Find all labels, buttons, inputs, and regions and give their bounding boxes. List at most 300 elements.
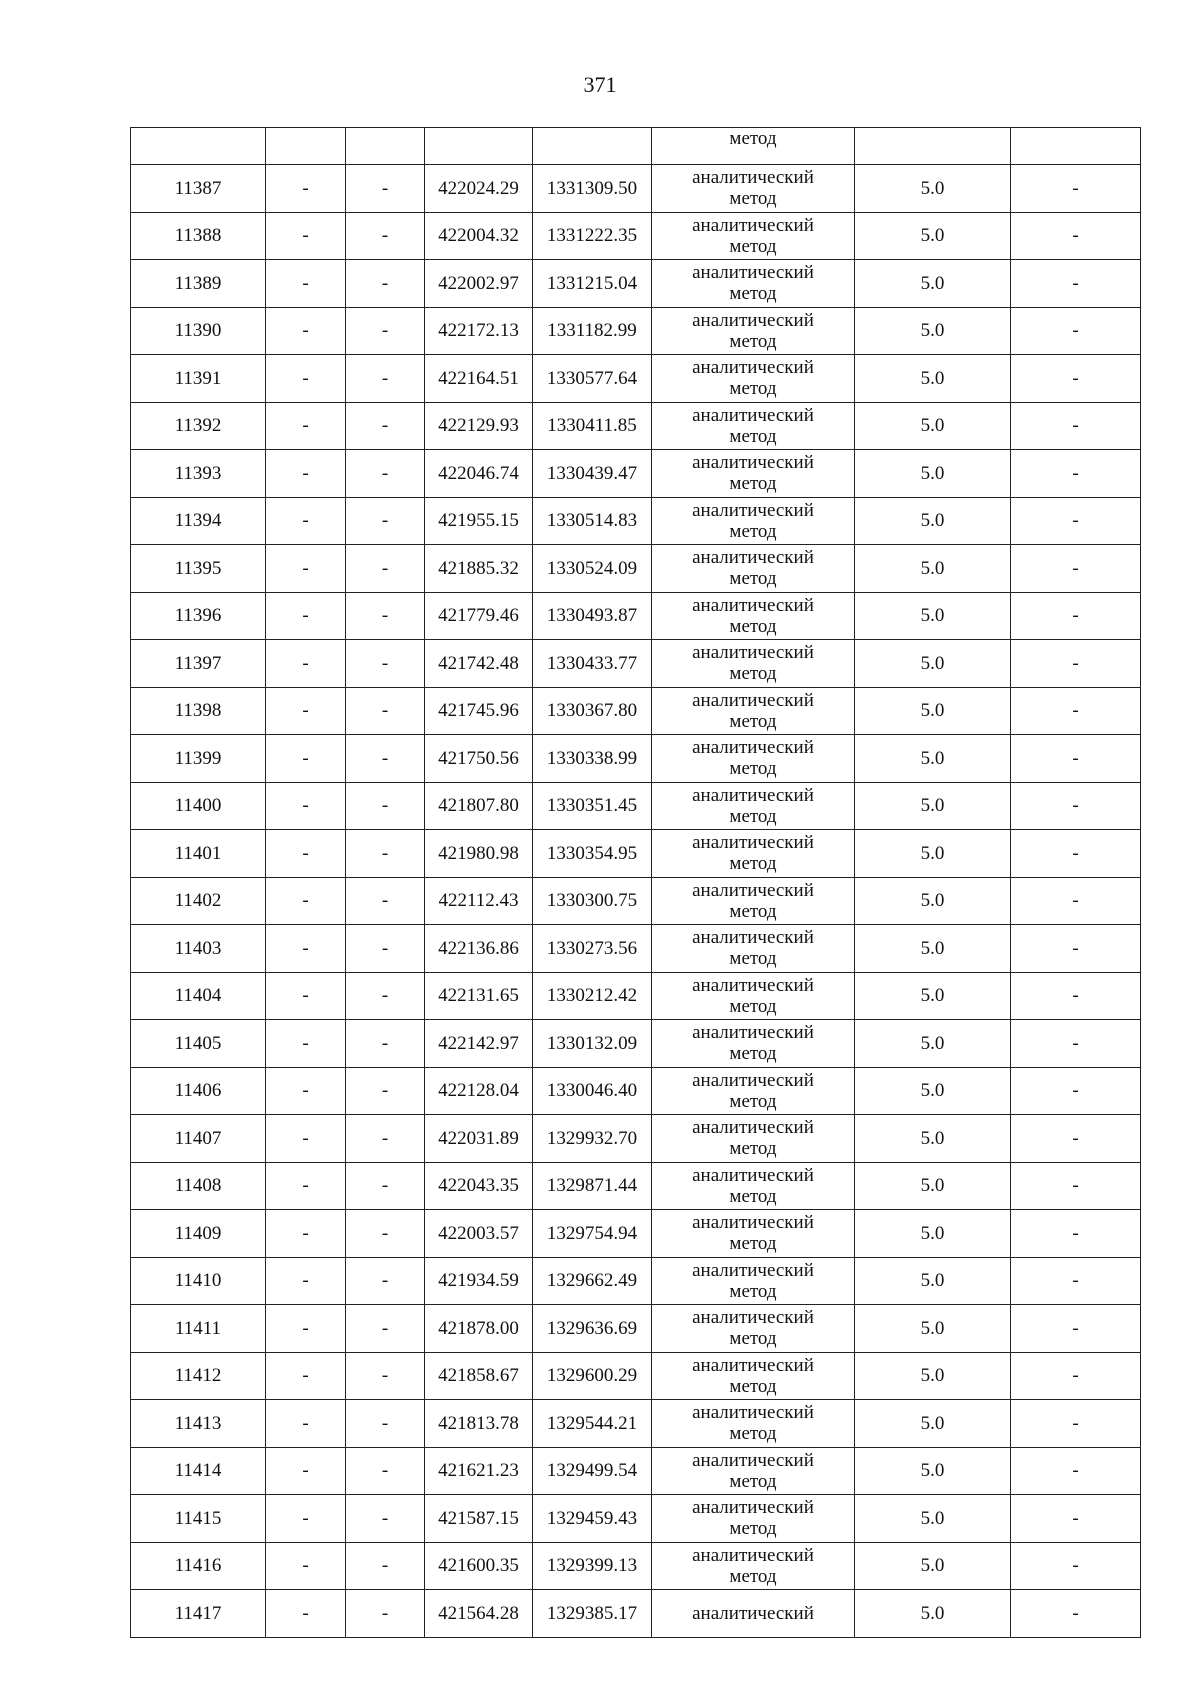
x-coordinate-cell: 422164.51 — [425, 355, 533, 403]
method-line-2: метод — [729, 1518, 777, 1540]
accuracy-cell: 5.0 — [855, 497, 1011, 545]
method-line-1: аналитический — [692, 879, 814, 901]
y-coordinate-cell: 1329385.17 — [533, 1590, 652, 1638]
coordinates-table — [130, 127, 1141, 1638]
method-line-1: аналитический — [692, 357, 814, 379]
x-coordinate-cell: 421621.23 — [425, 1447, 533, 1495]
y-coordinate-cell: 1330411.85 — [533, 402, 652, 450]
y-coordinate-cell: 1329636.69 — [533, 1305, 652, 1353]
table-row — [131, 1400, 1141, 1448]
accuracy-cell: 5.0 — [855, 782, 1011, 830]
point-number-cell: 11408 — [131, 1162, 266, 1210]
method-cell — [652, 735, 855, 783]
table-cell — [131, 128, 266, 165]
x-coordinate-cell: 421600.35 — [425, 1542, 533, 1590]
dash-cell: - — [266, 1400, 346, 1448]
point-number-cell: 11395 — [131, 545, 266, 593]
x-coordinate-cell: 422128.04 — [425, 1067, 533, 1115]
accuracy-cell: 5.0 — [855, 1115, 1011, 1163]
table-row — [131, 212, 1141, 260]
x-coordinate-cell: 422002.97 — [425, 260, 533, 308]
y-coordinate-cell: 1329662.49 — [533, 1257, 652, 1305]
dash-cell: - — [266, 212, 346, 260]
accuracy-cell: 5.0 — [855, 1067, 1011, 1115]
accuracy-cell: 5.0 — [855, 1590, 1011, 1638]
dash-cell: - — [266, 1495, 346, 1543]
dash-cell: - — [346, 1115, 425, 1163]
method-line-1: аналитический — [692, 1497, 814, 1519]
accuracy-cell: 5.0 — [855, 260, 1011, 308]
note-cell: - — [1011, 450, 1141, 498]
note-cell: - — [1011, 972, 1141, 1020]
note-cell: - — [1011, 260, 1141, 308]
method-cell — [652, 1542, 855, 1590]
method-line-1: аналитический — [692, 547, 814, 569]
method-line-2: метод — [729, 378, 777, 400]
method-cell — [652, 355, 855, 403]
point-number-cell: 11411 — [131, 1305, 266, 1353]
note-cell: - — [1011, 782, 1141, 830]
continuation-row — [131, 128, 1141, 165]
table-row — [131, 735, 1141, 783]
method-line-2: метод — [729, 1185, 777, 1207]
note-cell: - — [1011, 355, 1141, 403]
note-cell: - — [1011, 545, 1141, 593]
accuracy-cell: 5.0 — [855, 1447, 1011, 1495]
table-cell — [266, 128, 346, 165]
table-cell — [346, 128, 425, 165]
note-cell: - — [1011, 687, 1141, 735]
accuracy-cell: 5.0 — [855, 592, 1011, 640]
x-coordinate-cell: 422004.32 — [425, 212, 533, 260]
y-coordinate-cell: 1330300.75 — [533, 877, 652, 925]
dash-cell: - — [266, 592, 346, 640]
dash-cell: - — [266, 782, 346, 830]
x-coordinate-cell: 421980.98 — [425, 830, 533, 878]
dash-cell: - — [266, 1305, 346, 1353]
table-row — [131, 355, 1141, 403]
method-line-1: аналитический — [692, 309, 814, 331]
accuracy-cell: 5.0 — [855, 402, 1011, 450]
method-line-1: аналитический — [692, 262, 814, 284]
point-number-cell: 11398 — [131, 687, 266, 735]
method-line-2: метод — [729, 568, 777, 590]
dash-cell: - — [346, 640, 425, 688]
method-cell — [652, 450, 855, 498]
dash-cell: - — [266, 1210, 346, 1258]
note-cell: - — [1011, 212, 1141, 260]
y-coordinate-cell: 1330514.83 — [533, 497, 652, 545]
point-number-cell: 11402 — [131, 877, 266, 925]
accuracy-cell: 5.0 — [855, 165, 1011, 213]
x-coordinate-cell: 421813.78 — [425, 1400, 533, 1448]
method-line-2: метод — [729, 1090, 777, 1112]
table-cell — [533, 128, 652, 165]
method-line-1: аналитический — [692, 1354, 814, 1376]
x-coordinate-cell: 422129.93 — [425, 402, 533, 450]
table-row — [131, 497, 1141, 545]
dash-cell: - — [266, 830, 346, 878]
point-number-cell: 11390 — [131, 307, 266, 355]
point-number-cell: 11416 — [131, 1542, 266, 1590]
method-cell — [652, 1115, 855, 1163]
y-coordinate-cell: 1331309.50 — [533, 165, 652, 213]
table-row — [131, 1447, 1141, 1495]
y-coordinate-cell: 1330577.64 — [533, 355, 652, 403]
table-cell — [855, 128, 1011, 165]
dash-cell: - — [266, 1352, 346, 1400]
method-line-1: аналитический — [692, 927, 814, 949]
dash-cell: - — [346, 1257, 425, 1305]
y-coordinate-cell: 1329544.21 — [533, 1400, 652, 1448]
note-cell: - — [1011, 1020, 1141, 1068]
y-coordinate-cell: 1329932.70 — [533, 1115, 652, 1163]
method-line-1: аналитический — [692, 1307, 814, 1329]
table-row — [131, 830, 1141, 878]
method-cell — [652, 972, 855, 1020]
method-line-1: аналитический — [692, 1164, 814, 1186]
x-coordinate-cell: 421934.59 — [425, 1257, 533, 1305]
table-row — [131, 1115, 1141, 1163]
accuracy-cell: 5.0 — [855, 307, 1011, 355]
note-cell: - — [1011, 1400, 1141, 1448]
method-line-2: метод — [729, 1470, 777, 1492]
dash-cell: - — [346, 545, 425, 593]
table-row — [131, 260, 1141, 308]
dash-cell: - — [346, 1162, 425, 1210]
method-line-1: аналитический — [692, 1212, 814, 1234]
table-row — [131, 925, 1141, 973]
method-line-2: метод — [729, 853, 777, 875]
y-coordinate-cell: 1330367.80 — [533, 687, 652, 735]
point-number-cell: 11396 — [131, 592, 266, 640]
note-cell: - — [1011, 1352, 1141, 1400]
dash-cell: - — [346, 212, 425, 260]
method-line-2: метод — [729, 473, 777, 495]
table-row — [131, 687, 1141, 735]
y-coordinate-cell: 1329499.54 — [533, 1447, 652, 1495]
table-row — [131, 782, 1141, 830]
note-cell: - — [1011, 925, 1141, 973]
dash-cell: - — [346, 1542, 425, 1590]
point-number-cell: 11394 — [131, 497, 266, 545]
dash-cell: - — [346, 1067, 425, 1115]
y-coordinate-cell: 1330354.95 — [533, 830, 652, 878]
table-row — [131, 1305, 1141, 1353]
point-number-cell: 11387 — [131, 165, 266, 213]
dash-cell: - — [346, 925, 425, 973]
accuracy-cell: 5.0 — [855, 877, 1011, 925]
method-cell — [652, 1447, 855, 1495]
dash-cell: - — [266, 1020, 346, 1068]
method-line-1: аналитический — [692, 737, 814, 759]
point-number-cell: 11399 — [131, 735, 266, 783]
method-cell — [652, 1590, 855, 1638]
dash-cell: - — [346, 877, 425, 925]
accuracy-cell: 5.0 — [855, 1400, 1011, 1448]
method-line-2: метод — [729, 758, 777, 780]
method-cell — [652, 877, 855, 925]
method-line-2: метод — [729, 900, 777, 922]
point-number-cell: 11412 — [131, 1352, 266, 1400]
note-cell: - — [1011, 1542, 1141, 1590]
accuracy-cell: 5.0 — [855, 1542, 1011, 1590]
y-coordinate-cell: 1329871.44 — [533, 1162, 652, 1210]
dash-cell: - — [266, 735, 346, 783]
note-cell: - — [1011, 640, 1141, 688]
x-coordinate-cell: 422003.57 — [425, 1210, 533, 1258]
note-cell: - — [1011, 1590, 1141, 1638]
y-coordinate-cell: 1330433.77 — [533, 640, 652, 688]
dash-cell: - — [266, 972, 346, 1020]
table-body — [131, 128, 1141, 1638]
table-row — [131, 1162, 1141, 1210]
x-coordinate-cell: 421955.15 — [425, 497, 533, 545]
method-line-2: метод — [729, 710, 777, 732]
note-cell: - — [1011, 402, 1141, 450]
table-row — [131, 640, 1141, 688]
x-coordinate-cell: 421807.80 — [425, 782, 533, 830]
method-line-1: аналитический — [692, 1022, 814, 1044]
accuracy-cell: 5.0 — [855, 830, 1011, 878]
method-cell — [652, 402, 855, 450]
method-line-1: аналитический — [692, 499, 814, 521]
point-number-cell: 11401 — [131, 830, 266, 878]
method-line-1: аналитический — [692, 1602, 814, 1624]
dash-cell: - — [266, 640, 346, 688]
method-line-1: аналитический — [692, 974, 814, 996]
point-number-cell: 11391 — [131, 355, 266, 403]
method-cell — [652, 830, 855, 878]
dash-cell: - — [346, 1305, 425, 1353]
method-cell — [652, 592, 855, 640]
y-coordinate-cell: 1330212.42 — [533, 972, 652, 1020]
dash-cell: - — [346, 165, 425, 213]
dash-cell: - — [266, 355, 346, 403]
method-line-2: метод — [729, 283, 777, 305]
x-coordinate-cell: 422112.43 — [425, 877, 533, 925]
dash-cell: - — [346, 782, 425, 830]
table-row — [131, 1590, 1141, 1638]
x-coordinate-cell: 421742.48 — [425, 640, 533, 688]
y-coordinate-cell: 1329754.94 — [533, 1210, 652, 1258]
note-cell: - — [1011, 1115, 1141, 1163]
method-line-1: аналитический — [692, 1069, 814, 1091]
y-coordinate-cell: 1331182.99 — [533, 307, 652, 355]
y-coordinate-cell: 1330439.47 — [533, 450, 652, 498]
method-line-2: метод — [729, 995, 777, 1017]
table-row — [131, 1542, 1141, 1590]
accuracy-cell: 5.0 — [855, 1257, 1011, 1305]
page-number: 371 — [583, 72, 617, 97]
point-number-cell: 11388 — [131, 212, 266, 260]
table-cell — [425, 128, 533, 165]
dash-cell: - — [346, 450, 425, 498]
dash-cell: - — [346, 830, 425, 878]
method-line-1: аналитический — [692, 832, 814, 854]
method-cell — [652, 782, 855, 830]
y-coordinate-cell: 1329459.43 — [533, 1495, 652, 1543]
dash-cell: - — [266, 1447, 346, 1495]
y-coordinate-cell: 1329600.29 — [533, 1352, 652, 1400]
table-row — [131, 165, 1141, 213]
table-row — [131, 402, 1141, 450]
method-line-2: метод — [729, 425, 777, 447]
dash-cell: - — [346, 355, 425, 403]
point-number-cell: 11392 — [131, 402, 266, 450]
dash-cell: - — [346, 260, 425, 308]
dash-cell: - — [346, 735, 425, 783]
x-coordinate-cell: 422043.35 — [425, 1162, 533, 1210]
dash-cell: - — [266, 1542, 346, 1590]
x-coordinate-cell: 422031.89 — [425, 1115, 533, 1163]
method-line-2: метод — [729, 1043, 777, 1065]
dash-cell: - — [266, 307, 346, 355]
y-coordinate-cell: 1330338.99 — [533, 735, 652, 783]
y-coordinate-cell: 1330351.45 — [533, 782, 652, 830]
accuracy-cell: 5.0 — [855, 1020, 1011, 1068]
table-row — [131, 307, 1141, 355]
method-cell — [652, 497, 855, 545]
accuracy-cell: 5.0 — [855, 735, 1011, 783]
point-number-cell: 11389 — [131, 260, 266, 308]
point-number-cell: 11417 — [131, 1590, 266, 1638]
note-cell: - — [1011, 877, 1141, 925]
point-number-cell: 11404 — [131, 972, 266, 1020]
method-line-2: метод — [729, 1565, 777, 1587]
x-coordinate-cell: 421858.67 — [425, 1352, 533, 1400]
method-cell — [652, 165, 855, 213]
method-cell — [652, 1305, 855, 1353]
method-cell — [652, 212, 855, 260]
x-coordinate-cell: 421745.96 — [425, 687, 533, 735]
accuracy-cell: 5.0 — [855, 212, 1011, 260]
method-line-2: метод — [729, 520, 777, 542]
dash-cell: - — [266, 1067, 346, 1115]
accuracy-cell: 5.0 — [855, 1352, 1011, 1400]
table-row — [131, 877, 1141, 925]
accuracy-cell: 5.0 — [855, 545, 1011, 593]
dash-cell: - — [266, 402, 346, 450]
y-coordinate-cell: 1330273.56 — [533, 925, 652, 973]
dash-cell: - — [346, 497, 425, 545]
method-line-2: метод — [729, 1233, 777, 1255]
x-coordinate-cell: 422131.65 — [425, 972, 533, 1020]
point-number-cell: 11397 — [131, 640, 266, 688]
note-cell: - — [1011, 1305, 1141, 1353]
note-cell: - — [1011, 1257, 1141, 1305]
dash-cell: - — [266, 1115, 346, 1163]
method-cell — [652, 1020, 855, 1068]
method-line-1: аналитический — [692, 642, 814, 664]
dash-cell: - — [346, 402, 425, 450]
table-row — [131, 545, 1141, 593]
method-line-1: аналитический — [692, 1117, 814, 1139]
method-cell — [652, 1257, 855, 1305]
dash-cell: - — [346, 307, 425, 355]
dash-cell: - — [266, 450, 346, 498]
point-number-cell: 11406 — [131, 1067, 266, 1115]
y-coordinate-cell: 1330132.09 — [533, 1020, 652, 1068]
method-cell — [652, 545, 855, 593]
note-cell: - — [1011, 830, 1141, 878]
x-coordinate-cell: 422046.74 — [425, 450, 533, 498]
note-cell: - — [1011, 1447, 1141, 1495]
table-row — [131, 1210, 1141, 1258]
point-number-cell: 11413 — [131, 1400, 266, 1448]
x-coordinate-cell: 422136.86 — [425, 925, 533, 973]
accuracy-cell: 5.0 — [855, 450, 1011, 498]
point-number-cell: 11407 — [131, 1115, 266, 1163]
dash-cell: - — [346, 687, 425, 735]
method-cell — [652, 1210, 855, 1258]
method-cell — [652, 687, 855, 735]
accuracy-cell: 5.0 — [855, 925, 1011, 973]
note-cell: - — [1011, 1210, 1141, 1258]
dash-cell: - — [266, 1162, 346, 1210]
point-number-cell: 11400 — [131, 782, 266, 830]
accuracy-cell: 5.0 — [855, 1210, 1011, 1258]
note-cell: - — [1011, 592, 1141, 640]
method-cell — [652, 640, 855, 688]
method-cell — [652, 1400, 855, 1448]
x-coordinate-cell: 421587.15 — [425, 1495, 533, 1543]
y-coordinate-cell: 1330493.87 — [533, 592, 652, 640]
table-row — [131, 1495, 1141, 1543]
dash-cell: - — [266, 545, 346, 593]
dash-cell: - — [346, 1020, 425, 1068]
method-cell — [652, 1162, 855, 1210]
accuracy-cell: 5.0 — [855, 1162, 1011, 1210]
accuracy-cell: 5.0 — [855, 1305, 1011, 1353]
point-number-cell: 11410 — [131, 1257, 266, 1305]
note-cell: - — [1011, 735, 1141, 783]
table-row — [131, 592, 1141, 640]
method-line-2: метод — [729, 615, 777, 637]
table-cell — [1011, 128, 1141, 165]
note-cell: - — [1011, 1067, 1141, 1115]
method-cell — [652, 1067, 855, 1115]
accuracy-cell: 5.0 — [855, 640, 1011, 688]
method-line-2: метод — [729, 1138, 777, 1160]
method-line-1: аналитический — [692, 784, 814, 806]
method-line-1: аналитический — [692, 1259, 814, 1281]
table-row — [131, 972, 1141, 1020]
table-row — [131, 450, 1141, 498]
dash-cell: - — [266, 925, 346, 973]
dash-cell: - — [346, 972, 425, 1020]
dash-cell: - — [346, 1210, 425, 1258]
method-line-2: метод — [729, 330, 777, 352]
method-line-1: аналитический — [692, 404, 814, 426]
x-coordinate-cell: 422172.13 — [425, 307, 533, 355]
dash-cell: - — [266, 260, 346, 308]
note-cell: - — [1011, 1162, 1141, 1210]
method-cell — [652, 925, 855, 973]
method-cell — [652, 260, 855, 308]
method-cell — [652, 307, 855, 355]
method-cell — [652, 1352, 855, 1400]
y-coordinate-cell: 1330524.09 — [533, 545, 652, 593]
note-cell: - — [1011, 307, 1141, 355]
dash-cell: - — [266, 687, 346, 735]
point-number-cell: 11414 — [131, 1447, 266, 1495]
note-cell: - — [1011, 497, 1141, 545]
dash-cell: - — [346, 1495, 425, 1543]
x-coordinate-cell: 421564.28 — [425, 1590, 533, 1638]
method-line-2: метод — [729, 1280, 777, 1302]
dash-cell: - — [266, 497, 346, 545]
